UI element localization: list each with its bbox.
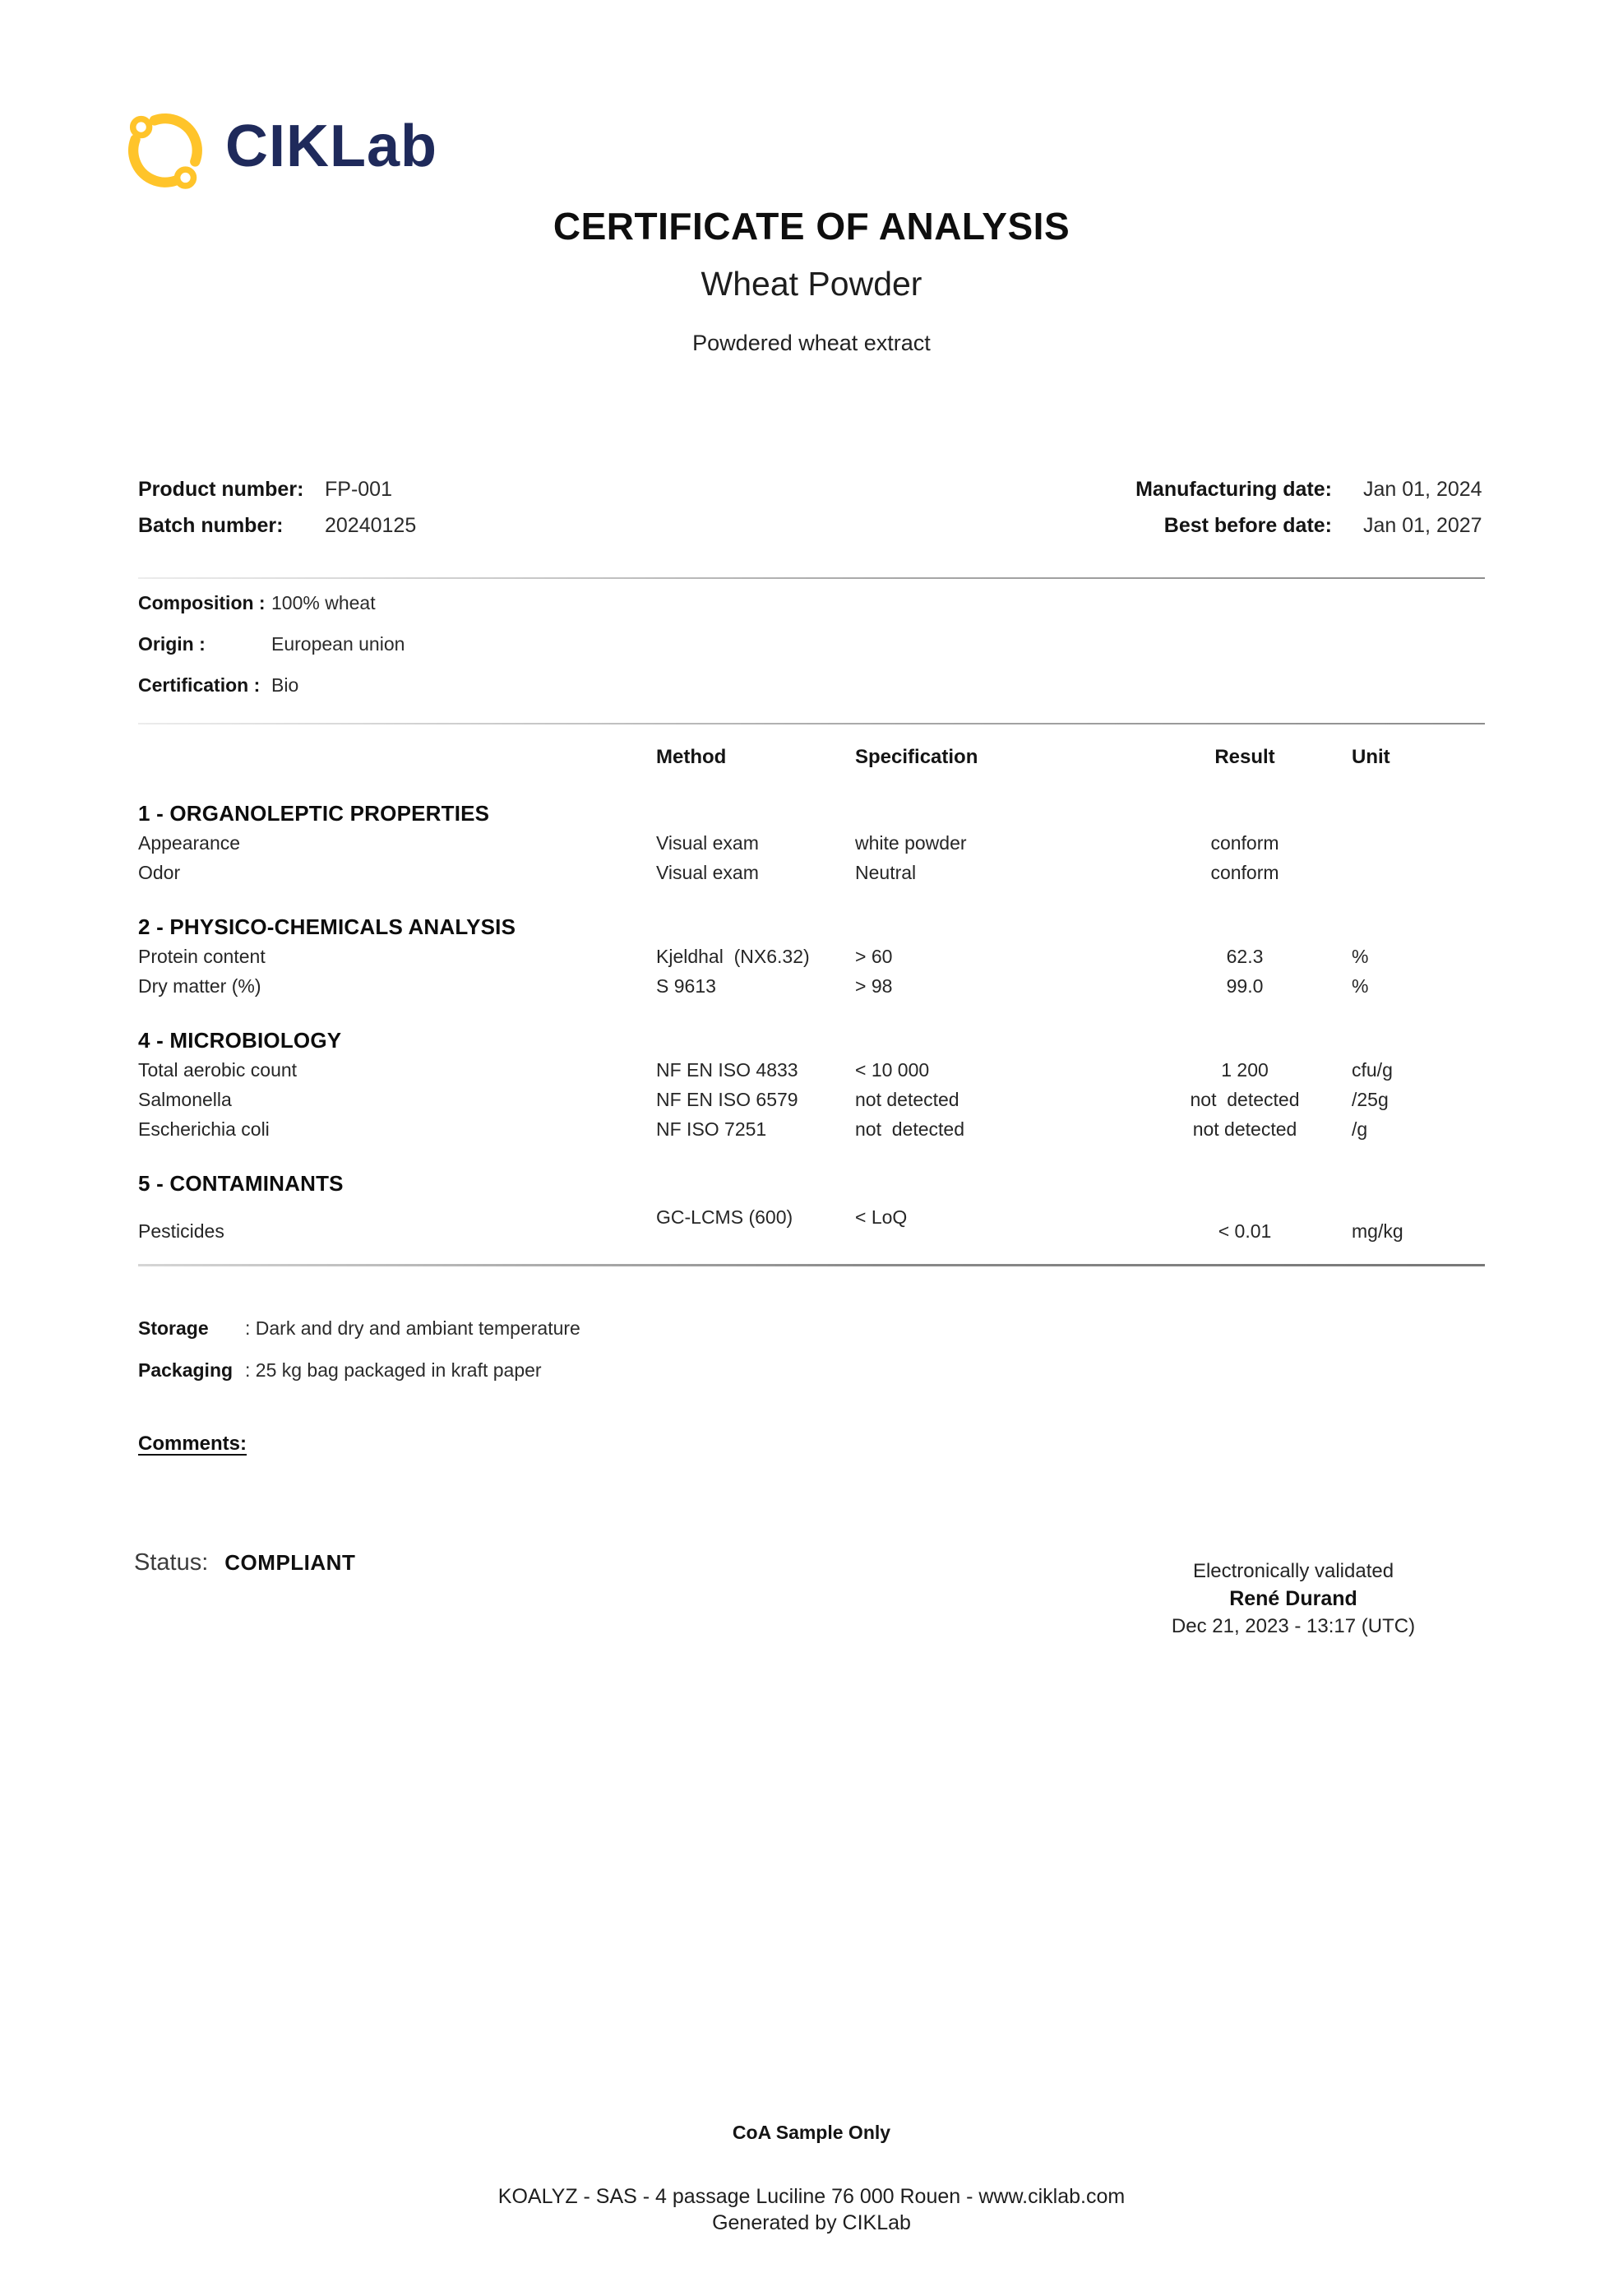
result-column-header: Result (1214, 746, 1275, 768)
result-cell: not detected (1190, 1088, 1300, 1110)
specification-column-header: Specification (855, 746, 978, 768)
result-cell: 99.0 (1226, 974, 1264, 997)
param-name-cell: Appearance (138, 831, 241, 854)
manufacturing-date-value: Jan 01, 2024 (1363, 477, 1482, 501)
manufacturing-date-label: Manufacturing date: (1135, 477, 1332, 501)
specification-cell: > 60 (855, 945, 893, 967)
unit-cell: cfu/g (1352, 1058, 1393, 1081)
ciklab-logo (122, 107, 437, 192)
result-cell: not detected (1192, 1118, 1297, 1140)
method-cell: Kjeldhal (NX6.32) (656, 945, 810, 967)
comments-heading: Comments: (138, 1433, 247, 1455)
footer-generated-by: Generated by CIKLab (712, 2211, 911, 2234)
row-escherichia-coli (138, 1114, 1485, 1144)
storage-packaging-block (138, 1317, 580, 1381)
specification-cell: white powder (855, 831, 967, 854)
specification-cell: > 98 (855, 974, 893, 997)
batch-number-label: Batch number: (138, 513, 284, 537)
packaging-value: : 25 kg bag packaged in kraft paper (245, 1359, 542, 1381)
result-cell: < 0.01 (1218, 1220, 1272, 1242)
method-cell: NF ISO 7251 (656, 1118, 767, 1140)
result-cell: 1 200 (1221, 1058, 1269, 1081)
brand-name: CIKLab (225, 113, 437, 179)
product-name: Wheat Powder (701, 265, 922, 303)
row-salmonella (138, 1085, 1485, 1114)
method-cell: GC-LCMS (600) (656, 1206, 793, 1228)
composition-value: 100% wheat (271, 591, 376, 613)
origin-value: European union (271, 632, 405, 655)
param-name-cell: Odor (138, 861, 181, 883)
specification-cell: not detected (855, 1088, 959, 1110)
status-label: Status: (134, 1549, 209, 1576)
coa-sample-note: CoA Sample Only (732, 2122, 891, 2143)
document-title: CERTIFICATE OF ANALYSIS (553, 205, 1070, 248)
packaging-label: Packaging (138, 1359, 234, 1381)
param-name-cell: Protein content (138, 945, 266, 967)
divider-line (138, 577, 1485, 579)
status-badge: COMPLIANT (224, 1550, 356, 1575)
unit-cell: % (1352, 945, 1369, 967)
footer-company-line: KOALYZ - SAS - 4 passage Luciline 76 000 Rouen - www.ciklab.com (497, 2185, 1126, 2208)
composition-label: Composition : (138, 591, 266, 613)
product-details (138, 582, 405, 706)
divider-line (138, 723, 1485, 724)
row-dry-matter (138, 971, 1485, 1001)
unit-cell: /25g (1352, 1088, 1389, 1110)
divider-line (138, 1264, 1485, 1266)
result-cell: conform (1210, 831, 1279, 854)
method-cell: Visual exam (656, 861, 759, 883)
best-before-date-label: Best before date: (1163, 513, 1332, 537)
product-number-label: Product number: (138, 477, 304, 501)
batch-number-value: 20240125 (325, 513, 417, 537)
section-title-organoleptic: 1 - ORGANOLEPTIC PROPERTIES (138, 801, 490, 826)
storage-value: : Dark and dry and ambiant temperature (245, 1317, 580, 1339)
specification-cell: < 10 000 (855, 1058, 930, 1081)
param-name-cell: Total aerobic count (138, 1058, 298, 1081)
param-name-cell: Escherichia coli (138, 1118, 270, 1140)
ciklab-ring-icon (122, 107, 207, 192)
param-name-cell: Dry matter (%) (138, 974, 261, 997)
unit-cell: mg/kg (1352, 1220, 1403, 1242)
table-header-row (138, 741, 1485, 774)
specification-cell: not detected (855, 1118, 964, 1140)
result-cell: 62.3 (1226, 945, 1264, 967)
section-title-microbiology: 4 - MICROBIOLOGY (138, 1028, 342, 1053)
product-subtitle: Powdered wheat extract (692, 331, 931, 355)
specification-cell: < LoQ (855, 1206, 908, 1228)
method-cell: S 9613 (656, 974, 716, 997)
status-row (134, 1549, 355, 1576)
product-info-right (1135, 471, 1485, 544)
origin-label: Origin : (138, 632, 206, 655)
unit-cell: % (1352, 974, 1369, 997)
param-name-cell: Pesticides (138, 1220, 224, 1242)
storage-label: Storage (138, 1317, 209, 1339)
analysis-table (138, 741, 1485, 1251)
unit-column-header: Unit (1352, 746, 1390, 768)
specification-cell: Neutral (855, 861, 917, 883)
section-title-contaminants: 5 - CONTAMINANTS (138, 1171, 344, 1196)
row-protein-content (138, 942, 1485, 971)
method-cell: Visual exam (656, 831, 759, 854)
product-number-value: FP-001 (325, 477, 392, 501)
validation-timestamp: Dec 21, 2023 - 13:17 (UTC) (1171, 1615, 1416, 1637)
row-pesticides (138, 1198, 1485, 1251)
validator-name: René Durand (1229, 1587, 1357, 1610)
best-before-date-value: Jan 01, 2027 (1363, 513, 1482, 537)
method-cell: NF EN ISO 6579 (656, 1088, 798, 1110)
validation-caption: Electronically validated (1192, 1560, 1394, 1582)
row-odor (138, 858, 1485, 887)
method-column-header: Method (656, 746, 727, 768)
param-name-cell: Salmonella (138, 1088, 232, 1110)
section-title-physico-chemicals: 2 - PHYSICO-CHEMICALS ANALYSIS (138, 914, 516, 939)
certification-value: Bio (271, 674, 299, 696)
electronic-validation-block (1102, 1560, 1485, 1638)
row-appearance (138, 828, 1485, 858)
certification-label: Certification : (138, 674, 261, 696)
method-cell: NF EN ISO 4833 (656, 1058, 798, 1081)
result-cell: conform (1210, 861, 1279, 883)
row-total-aerobic-count (138, 1055, 1485, 1085)
product-info-left (138, 471, 416, 544)
unit-cell: /g (1352, 1118, 1368, 1140)
